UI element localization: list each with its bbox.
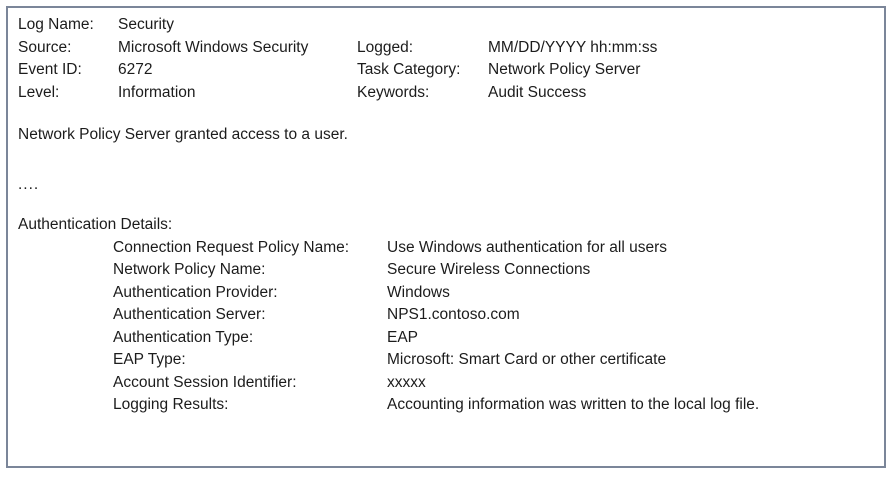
detail-value: Microsoft: Smart Card or other certificate: [387, 351, 667, 368]
event-description: Network Policy Server granted access to a user.: [18, 126, 348, 143]
detail-row: [18, 237, 876, 260]
auth-details-list: [18, 237, 876, 417]
detail-label: Authentication Type:: [113, 328, 254, 346]
detail-label: Logging Results:: [113, 396, 229, 413]
event-log-frame: [6, 6, 886, 468]
header-label: Task Category:: [357, 61, 461, 78]
detail-row: [18, 259, 876, 282]
detail-label: EAP Type:: [113, 351, 186, 368]
auth-details-title: Authentication Details:: [18, 216, 173, 233]
header-rows: [18, 14, 876, 104]
detail-label: Authentication Server:: [113, 306, 266, 323]
detail-value: Accounting information was written to the local log file.: [387, 396, 760, 413]
header-row: [18, 59, 876, 82]
header-value: Audit Success: [488, 83, 587, 101]
header-row: [18, 82, 876, 105]
detail-label: Account Session Identifier:: [113, 373, 297, 391]
header-value: Information: [118, 83, 196, 101]
header-value: [488, 14, 876, 37]
header-label: Logged:: [357, 38, 414, 56]
event-log-content: [8, 8, 884, 417]
detail-value: Use Windows authentication for all users: [387, 238, 667, 256]
detail-row: [18, 394, 876, 417]
header-label: Source:: [18, 38, 72, 56]
detail-row: [18, 327, 876, 350]
header-value: 6272: [118, 61, 153, 78]
header-value: Security: [118, 16, 174, 33]
header-label: Log Name:: [18, 16, 94, 33]
detail-value: Windows: [387, 283, 450, 301]
detail-value: Secure Wireless Connections: [387, 261, 591, 278]
header-row: [18, 37, 876, 60]
header-label: Event ID:: [18, 61, 82, 78]
detail-value: NPS1.contoso.com: [387, 306, 520, 323]
header-label: Keywords:: [357, 83, 430, 101]
header-value: Network Policy Server: [488, 61, 641, 78]
detail-row: [18, 304, 876, 327]
detail-row: [18, 282, 876, 305]
header-label: Level:: [18, 83, 60, 101]
header-value: MM/DD/YYYY hh:mm:ss: [488, 38, 658, 56]
detail-row: [18, 372, 876, 395]
detail-value: EAP: [387, 328, 419, 346]
detail-label: Connection Request Policy Name:: [113, 238, 350, 256]
header-value: Microsoft Windows Security: [118, 38, 309, 56]
detail-value: xxxxx: [387, 373, 426, 391]
detail-row: [18, 349, 876, 372]
header-row: [18, 14, 876, 37]
detail-label: Network Policy Name:: [113, 261, 266, 278]
header-label: [357, 14, 488, 37]
ellipsis-line: ....: [18, 175, 40, 193]
detail-label: Authentication Provider:: [113, 283, 278, 301]
